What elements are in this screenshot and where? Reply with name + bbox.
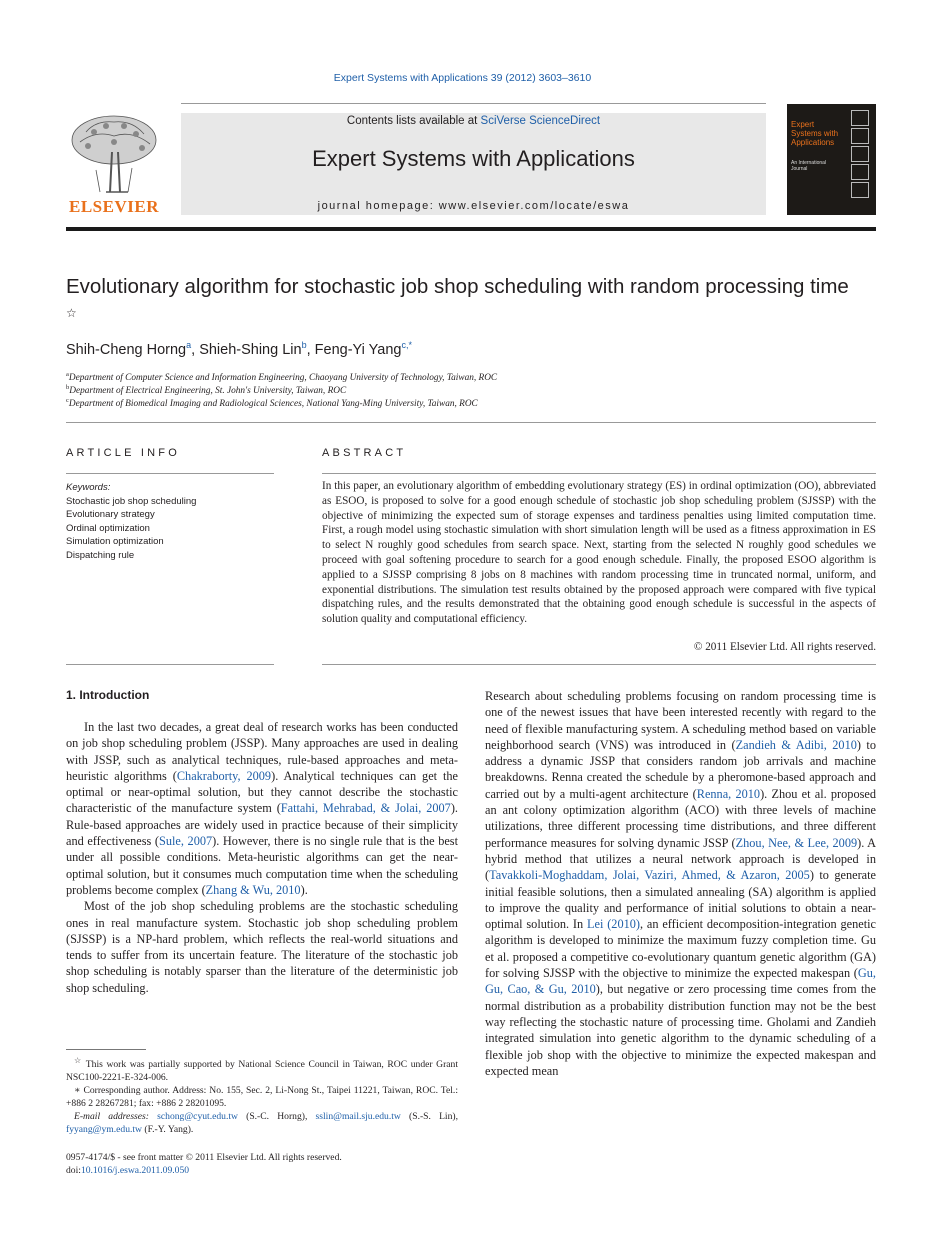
- body-text: ). However, there is no single rule that is the best under all possible conditions. Meta-heuristic algorithms can get the near-optimal solution, but it consumes much computation time when the scheduling problems become complex (: [66, 834, 458, 897]
- citation-link[interactable]: Renna, 2010: [696, 786, 761, 801]
- keywords-label: Keywords:: [66, 482, 111, 493]
- email-link[interactable]: sslin@mail.sju.edu.tw: [315, 1111, 401, 1123]
- abstract-text: In this paper, an evolutionary algorithm of embedding evolutionary strategy (ES) in ordinal optimization (OO), abbreviated as ESOO, is proposed to solve for a good enough schedule of stochastic job shop scheduling problem (SJSSP) with the objective of minimizing the expected sum of storage expenses and tardiness penalties using limited computation time. First, a rough model using stochastic simulation with short simulation length will be used as a fitness approximation in ES to select N roughly good schedules from search space. Next, starting from the selected N roughly good schedules we proceed with goal softening procedure to search for a good enough schedule. Finally, the proposed ESOO algorithm is applied to a SJSSP comprising 8 jobs on 8 machines with random processing time in truncated normal, uniform, and exponential distributions. The simulation test results obtained by the proposed approach were compared with five typical dispatching rules, and the results demonstrated that the obtaining good enough schedule is successful in the aspects of solution quality and computational efficiency.: [322, 480, 876, 626]
- doi-line: [66, 1164, 458, 1177]
- email-label: E-mail addresses:: [74, 1111, 149, 1123]
- section-heading: 1. Introduction: [66, 688, 150, 702]
- body-text: ) to generate initial feasible solutions, then a simulated annealing (SA) algorithm is applied to improve the quality and performance of initial solutions to obtain a near-optimal solution. In: [485, 868, 876, 932]
- elsevier-wordmark: ELSEVIER: [69, 197, 159, 216]
- affiliation-text: Department of Electrical Engineering, St. John's University, Taiwan, ROC: [69, 386, 347, 397]
- keyword: Dispatching rule: [66, 549, 135, 561]
- author-name[interactable]: Shieh-Shing Lin: [199, 341, 302, 358]
- article-title-text: Evolutionary algorithm for stochastic job shop scheduling with random processing time: [66, 275, 849, 298]
- footnotes: [66, 1054, 458, 1136]
- body-text: In the last two decades, a great deal of research works has been conducted on job shop scheduling problem (JSSP). Many approaches are used in dealing with JSSP, such as analytical techniques, rule-based approaches and meta-heuristic algorithms (: [66, 720, 458, 783]
- keyword: Ordinal optimization: [66, 522, 150, 534]
- contents-line: [181, 115, 766, 127]
- sciverse-link[interactable]: SciVerse ScienceDirect: [480, 115, 601, 127]
- footnote: [66, 1110, 458, 1136]
- cover-subtitle: An International Journal: [791, 160, 827, 172]
- author-affil-mark[interactable]: a: [186, 340, 192, 350]
- citation-link[interactable]: Zhou, Nee, & Lee, 2009: [735, 835, 858, 850]
- journal-cover-image: [787, 104, 876, 215]
- citation-link[interactable]: Zandieh & Adibi, 2010: [735, 737, 857, 752]
- body-column-left: [66, 719, 458, 996]
- body-paragraph: Most of the job shop scheduling problems are the stochastic scheduling ones in real manufacture system. Stochastic job shop scheduling problem (SJSSP) is a NP-hard problem, which reflects the real-world situations and tends to suffer from its uncertain feature. The literature of the stochastic job shop scheduling is notably sparser than the literature of the deterministic job shop scheduling.: [66, 899, 458, 995]
- journal-reference[interactable]: Expert Systems with Applications 39 (2012) 3603–3610: [333, 72, 592, 84]
- keyword: Simulation optimization: [66, 536, 164, 547]
- footnote-rule: [66, 1049, 146, 1050]
- issn-line: 0957-4174/$ - see front matter © 2011 Elsevier Ltd. All rights reserved.: [66, 1152, 342, 1163]
- keywords-block: [66, 481, 286, 562]
- title-footnote-mark[interactable]: ☆: [66, 306, 77, 320]
- body-text: , an efficient decomposition-integration genetic algorithm is developed to minimize the maximum fuzzy completion time. Gu et al. proposed a competitive co-evolutionary quantum genetic algorithm (GA) for solving SJSSP with the objective to minimize the expected makespan (: [485, 917, 876, 981]
- copyright-line: © 2011 Elsevier Ltd. All rights reserved.: [693, 641, 876, 653]
- keyword: Stochastic job shop scheduling: [66, 495, 197, 507]
- abstract-bottom-rule: [322, 664, 876, 665]
- affiliation-rule: [66, 422, 876, 423]
- doi-link[interactable]: 10.1016/j.eswa.2011.09.050: [80, 1165, 190, 1176]
- author-list: Shih-Cheng Horng$^a$, Shieh-Shing Lin$^b$, Feng-Yi Yang$^{c,*}$: [66, 340, 412, 358]
- article-info-heading: ARTICLE INFO: [66, 447, 180, 459]
- header-rule: [181, 103, 766, 104]
- author-name[interactable]: Feng-Yi Yang: [314, 341, 402, 358]
- footnote-text: Corresponding author. Address: No. 155, Sec. 2, Li-Nong St., Taipei 11221, Taiwan, ROC. Tel.: +886 2 28267281; fax: +886 2 28201095.: [66, 1085, 458, 1110]
- contents-prefix: Contents lists available at: [346, 115, 481, 127]
- author-affil-mark[interactable]: b: [301, 340, 307, 350]
- email-owner: (S.-C. Horng),: [237, 1111, 316, 1123]
- article-info-rule: [66, 473, 274, 474]
- article-title: [66, 273, 856, 332]
- author-name[interactable]: Shih-Cheng Horng: [66, 341, 187, 358]
- email-link[interactable]: fyyang@ym.edu.tw: [66, 1124, 142, 1136]
- abstract-rule: [322, 473, 876, 474]
- email-owner: (S.-S. Lin),: [400, 1111, 458, 1123]
- body-paragraph: [66, 719, 458, 898]
- body-text: ). Analytical techniques can get the optimal or near-optimal solution, but they cannot describe the stochastic characteristic of the manufacture system (: [66, 768, 458, 816]
- cover-title: Expert Systems with Applications: [791, 120, 839, 147]
- footnote-mark: ∗: [74, 1085, 81, 1097]
- journal-title: Expert Systems with Applications: [312, 146, 635, 171]
- front-matter: [66, 1151, 458, 1177]
- citation-link[interactable]: Lei (2010): [587, 917, 640, 932]
- citation-link[interactable]: Zhang & Wu, 2010: [205, 882, 301, 897]
- affiliation-text: Department of Computer Science and Information Engineering, Chaoyang University of Technology, Taiwan, ROC: [68, 373, 498, 384]
- citation-link[interactable]: Tavakkoli-Moghaddam, Jolai, Vaziri, Ahmed, & Azaron, 2005: [489, 868, 810, 883]
- journal-homepage[interactable]: journal homepage: www.elsevier.com/locate/eswa: [317, 200, 630, 212]
- body-text: ). A hybrid method that utilizes a neural network approach is developed in (: [485, 835, 876, 883]
- affiliation-mark: c: [66, 397, 69, 404]
- cover-graphics: [851, 108, 871, 208]
- body-text: Research about scheduling problems focusing on random processing time is one of the newest issues that have been interested recently with regard to the need of flexible manufacturing system. A scheduling method based on variable neighborhood search (VNS) was introduced in (: [485, 689, 876, 752]
- affiliation: [66, 384, 856, 396]
- citation-link[interactable]: Fattahi, Mehrabad, & Jolai, 2007: [280, 801, 451, 816]
- email-owner: (F.-Y. Yang).: [141, 1124, 194, 1136]
- citation-link[interactable]: Gu, Gu, Cao, & Gu, 2010: [485, 966, 876, 997]
- footnote: [66, 1084, 458, 1110]
- affiliation-mark: b: [66, 384, 70, 391]
- affiliation-text: Department of Biomedical Imaging and Radiological Sciences, National Yang-Ming University, Taiwan, ROC: [68, 399, 478, 410]
- doi-label: doi:: [66, 1165, 81, 1176]
- footnote-text: This work was partially supported by National Science Council in Taiwan, ROC under Grant NSC100-2221-E-324-006.: [66, 1059, 459, 1084]
- header-thick-rule: [66, 227, 876, 231]
- affiliation-mark: a: [66, 371, 69, 378]
- affiliation: [66, 371, 856, 383]
- body-column-right: [485, 688, 876, 1079]
- author-affil-mark[interactable]: c,*: [401, 340, 412, 350]
- body-text: ). Rule-based approaches are widely used in practice because of their simplicity and effectiveness (: [66, 801, 458, 849]
- footnote-mark: ☆: [74, 1056, 83, 1065]
- article-info-bottom-rule: [66, 664, 274, 665]
- email-link[interactable]: schong@cyut.edu.tw: [157, 1111, 238, 1123]
- citation-link[interactable]: Chakraborty, 2009: [176, 768, 272, 783]
- affiliation: [66, 397, 856, 409]
- body-paragraph: [485, 688, 876, 1079]
- citation-link[interactable]: Sule, 2007: [159, 834, 213, 849]
- body-text: ).: [300, 882, 308, 897]
- keyword: Evolutionary strategy: [66, 509, 155, 520]
- body-text: ). Zhou et al. proposed an ant colony optimization algorithm (ACO) with three levels of machine utilizations, three different processing time distributions, and three different performance measures for solving dynamic JSSP (: [485, 786, 876, 850]
- footnote: [66, 1054, 458, 1084]
- body-text: ) to address a dynamic JSSP that considers random job arrivals and machine breakdowns. Renna created the schedule by a pheromone-based approach and carried out by a multi-agent architecture (: [485, 737, 876, 801]
- abstract-heading: ABSTRACT: [322, 447, 407, 459]
- body-text: ), but negative or zero processing time comes from the normal distribution as a probability distribution function may not be the best way reflecting the stochastic nature of processing time. Gholami and Zandieh integrated simulation into genetic algorithm to the dynamic scheduling of a flexible job shop with the objective to minimize the expected makespan and expected mean: [485, 982, 876, 1078]
